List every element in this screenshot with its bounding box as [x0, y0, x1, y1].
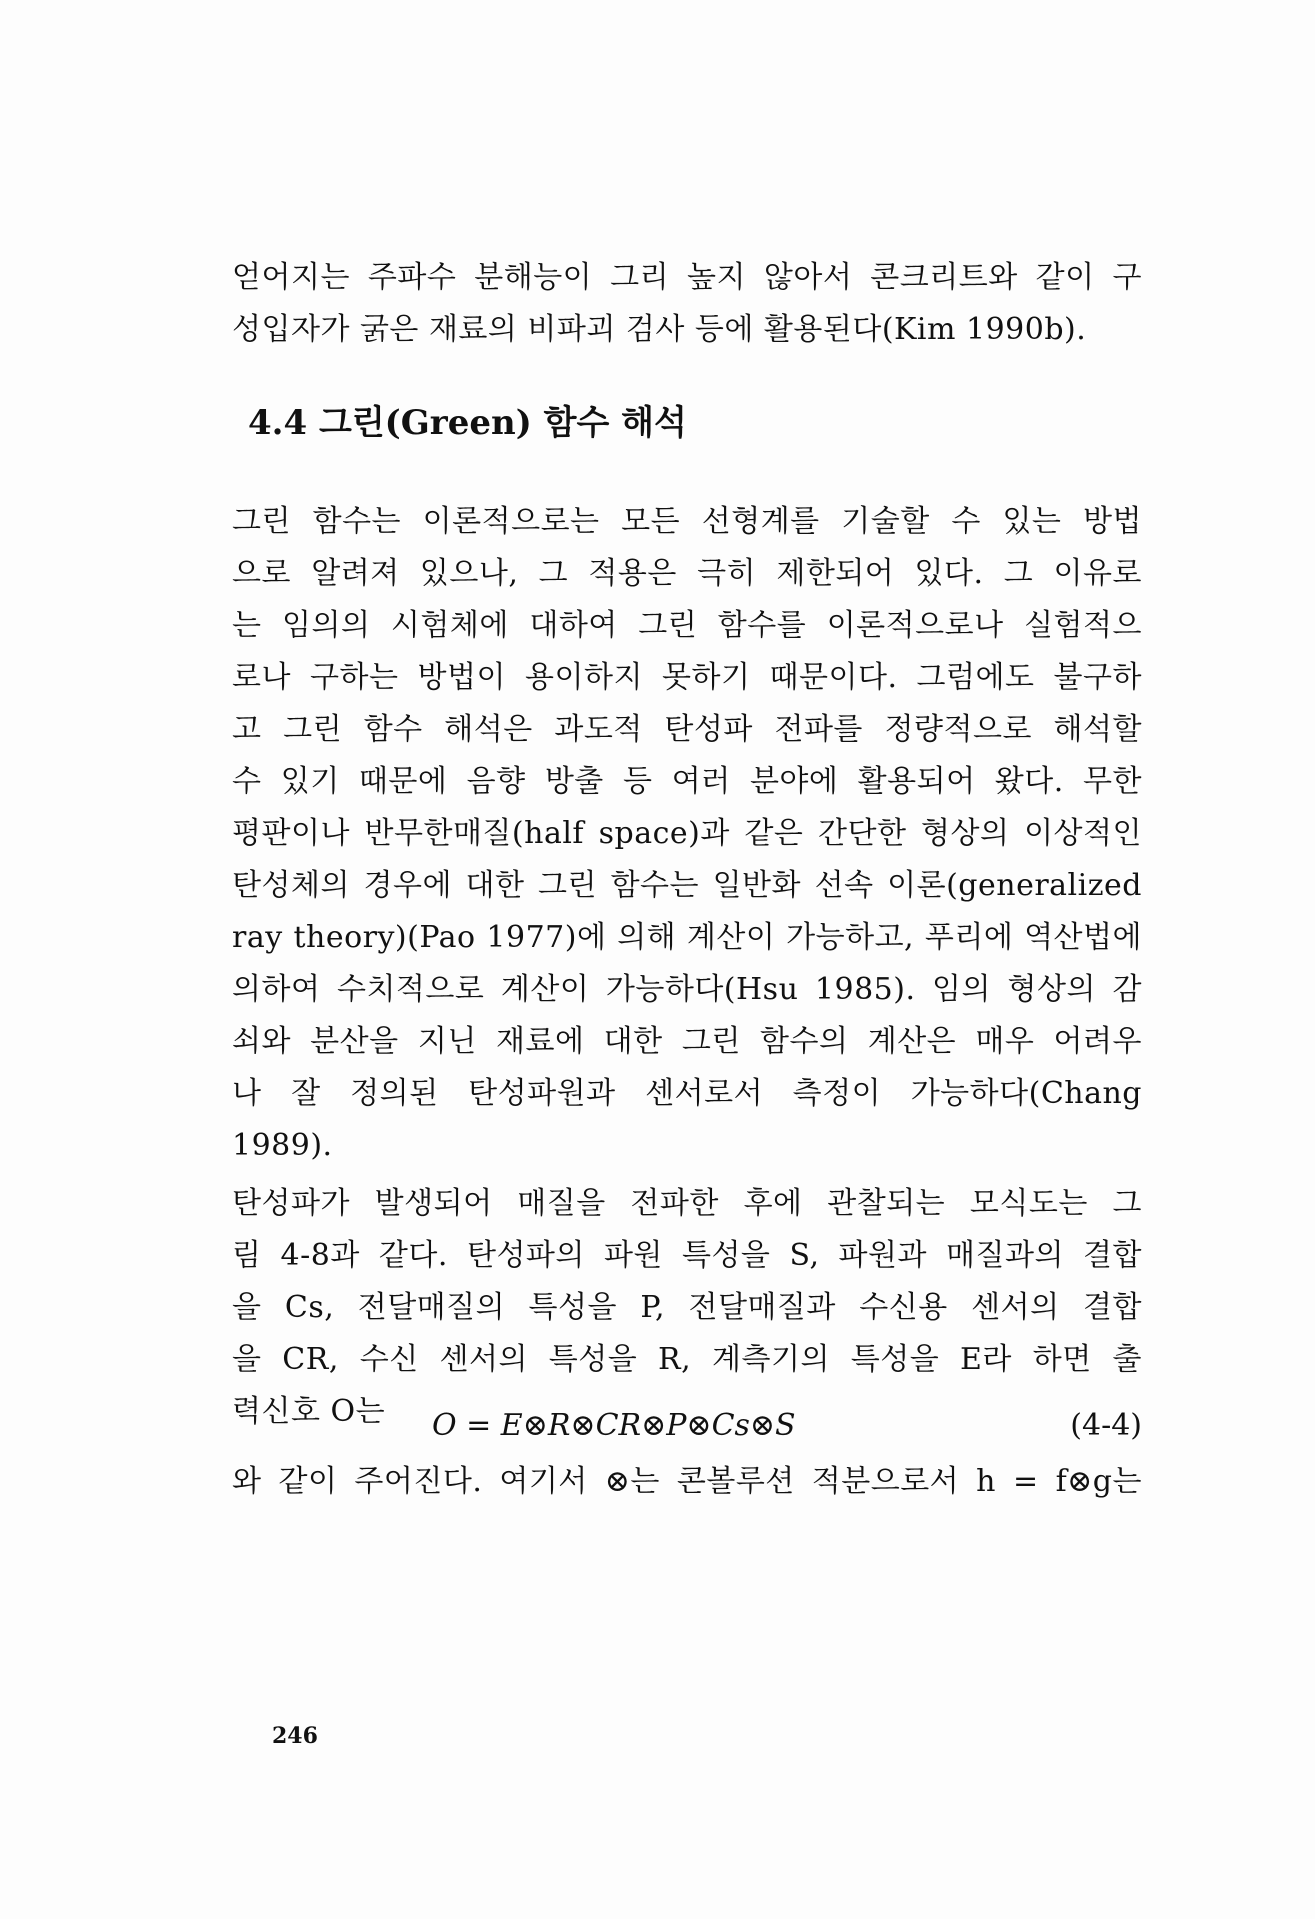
- paragraph-top-line-2: 성입자가 굵은 재료의 비파괴 검사 등에 활용된다(Kim 1990b).: [232, 312, 1087, 347]
- paragraph-green-line-5: 고 그린 함수 해석은 과도적 탄성파 전파를 정량적으로 해석할: [232, 712, 1142, 747]
- paragraph-green-line-6: 수 있기 때문에 음향 방출 등 여러 분야에 활용되어 왔다. 무한: [232, 764, 1142, 799]
- paragraph-green-line-10: 의하여 수치적으로 계산이 가능하다(Hsu 1985). 임의 형상의 감: [232, 972, 1142, 1007]
- paragraph-green-line-1: 그린 함수는 이론적으로는 모든 선형계를 기술할 수 있는 방법: [232, 504, 1142, 539]
- paragraph-model-line-4: 을 CR, 수신 센서의 특성을 R, 계측기의 특성을 E라 하면 출: [232, 1342, 1142, 1377]
- paragraph-green-line-7: 평판이나 반무한매질(half space)과 같은 간단한 형상의 이상적인: [232, 816, 1142, 851]
- paragraph-green-line-2: 으로 알려져 있으나, 그 적용은 극히 제한되어 있다. 그 이유로: [232, 556, 1142, 591]
- equation-number: (4-4): [1070, 1408, 1142, 1443]
- paragraph-model-line-5: 력신호 O는: [232, 1394, 386, 1429]
- paragraph-after-equation: 와 같이 주어진다. 여기서 ⊗는 콘볼루션 적분으로서 h = f⊗g는: [232, 1464, 1142, 1499]
- paragraph-green-line-4: 로나 구하는 방법이 용이하지 못하기 때문이다. 그럼에도 불구하: [232, 660, 1142, 695]
- paragraph-top-line-1: 얻어지는 주파수 분해능이 그리 높지 않아서 콘크리트와 같이 구: [232, 260, 1142, 295]
- paragraph-green-line-12: 나 잘 정의된 탄성파원과 센서로서 측정이 가능하다(Chang: [232, 1076, 1142, 1111]
- paragraph-green-line-3: 는 임의의 시험체에 대하여 그린 함수를 이론적으로나 실험적으: [232, 608, 1142, 643]
- paragraph-model-line-1: 탄성파가 발생되어 매질을 전파한 후에 관찰되는 모식도는 그: [232, 1186, 1142, 1221]
- paragraph-green-line-13: 1989).: [232, 1128, 333, 1163]
- paragraph-green-line-8: 탄성체의 경우에 대한 그린 함수는 일반화 선속 이론(generalized: [232, 868, 1142, 903]
- paragraph-green-line-9: ray theory)(Pao 1977)에 의해 계산이 가능하고, 푸리에 역산법에: [232, 920, 1142, 955]
- equation-body: O = E⊗R⊗CR⊗P⊗Cs⊗S: [432, 1408, 796, 1443]
- paragraph-model-line-3: 을 Cs, 전달매질의 특성을 P, 전달매질과 수신용 센서의 결합: [232, 1290, 1142, 1325]
- paragraph-green-line-11: 쇠와 분산을 지닌 재료에 대한 그린 함수의 계산은 매우 어려우: [232, 1024, 1142, 1059]
- section-heading: 4.4 그린(Green) 함수 해석: [248, 403, 687, 443]
- paragraph-model-line-2: 림 4-8과 같다. 탄성파의 파원 특성을 S, 파원과 매질과의 결합: [232, 1238, 1142, 1273]
- page-number: 246: [272, 1723, 318, 1749]
- equation-4-4: [232, 1404, 1142, 1448]
